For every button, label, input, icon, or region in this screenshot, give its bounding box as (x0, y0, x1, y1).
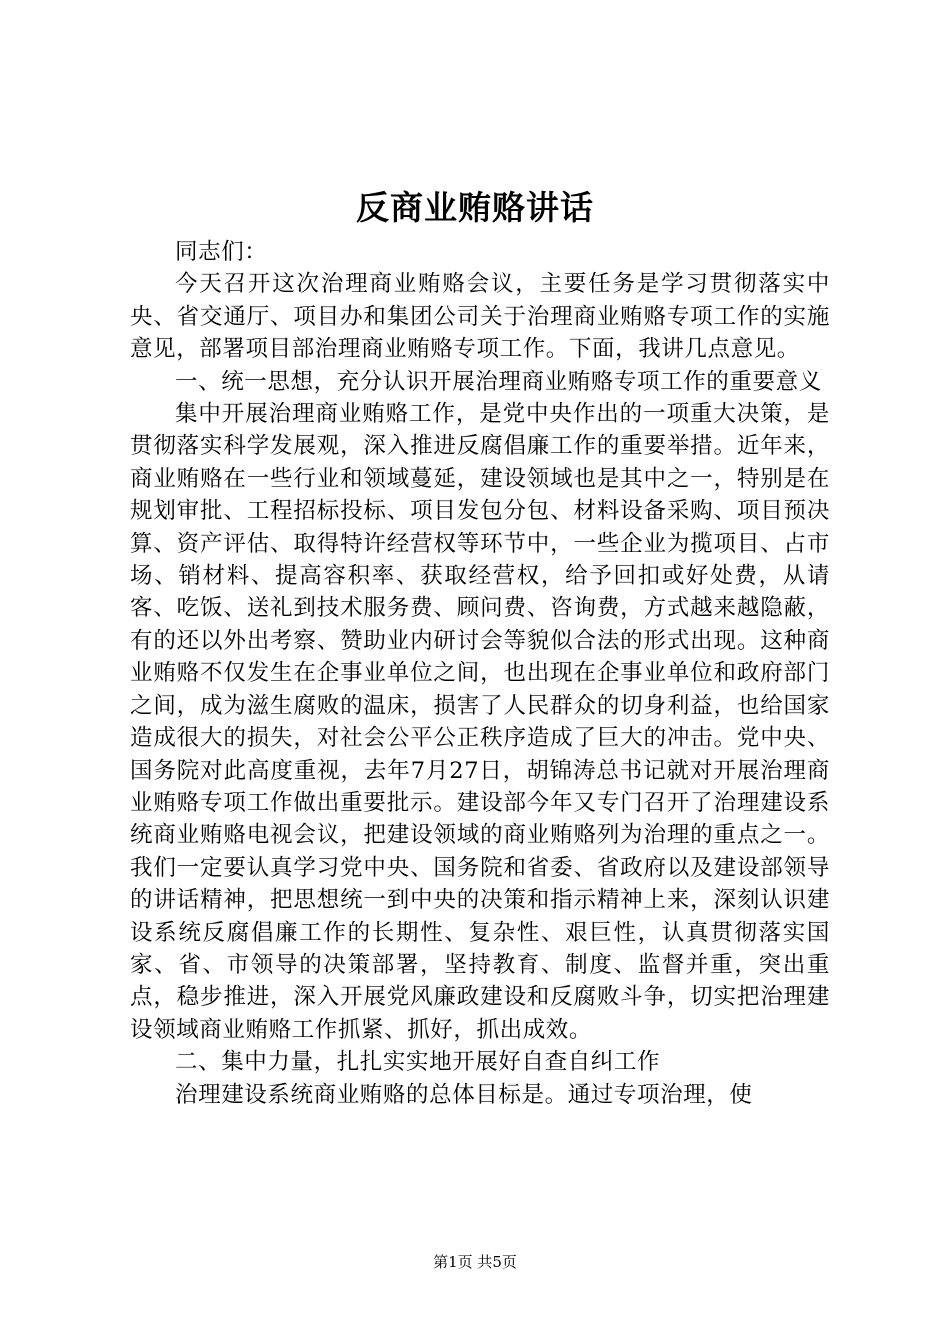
intro-paragraph: 今天召开这次治理商业贿赂会议，主要任务是学习贯彻落实中央、省交通厅、项目办和集团公司关于治理商业贿赂专项工作的实施意见，部署项目部治理商业贿赂专项工作。下面，我讲几点意见。 (130, 271, 830, 363)
document-title: 反商业贿赂讲话 (356, 188, 594, 227)
document-body (130, 236, 830, 1111)
salutation-paragraph: 同志们： (175, 239, 268, 265)
section-heading-1: 一、统一思想，充分认识开展治理商业贿赂专项工作的重要意义 (175, 368, 822, 395)
section-1-paragraph: 集中开展治理商业贿赂工作，是党中央作出的一项重大决策，是贯彻落实科学发展观，深入推进反腐倡廉工作的重要举措。近年来，商业贿赂在一些行业和领域蔓延，建设领域也是其中之一，特别是在规划审批、工程招标投标、项目发包分包、材料设备采购、项目预决算、资产评估、取得特许经营权等环节中，一些企业为揽项目、占市场、销材料、提高容积率、获取经营权，给予回扣或好处费，从请客、吃饭、送礼到技术服务费、顾问费、咨询费，方式越来越隐蔽，有的还以外出考察、赞助业内研讨会等貌似合法的形式出现。这种商业贿赂不仅发生在企事业单位之间，也出现在企事业单位和政府部门之间，成为滋生腐败的温床，损害了人民群众的切身利益，也给国家造成很大的损失，对社会公平公正秩序造成了巨大的冲击。党中央、国务院对此高度重视，去年7月27日，胡锦涛总书记就对开展治理商业贿赂专项工作做出重要批示。建设部今年又专门召开了治理建设系统商业贿赂电视会议，把建设领域的商业贿赂列为治理的重点之一。我们一定要认真学习党中央、国务院和省委、省政府以及建设部领导的讲话精神，把思想统一到中央的决策和指示精神上来，深刻认识建设系统反腐倡廉工作的长期性、复杂性、艰巨性，认真贯彻落实国家、省、市领导的决策部署，坚持教育、制度、监督并重，突出重点，稳步推进，深入开展党风廉政建设和反腐败斗争，切实把治理建设领域商业贿赂工作抓紧、抓好，抓出成效。 (130, 401, 830, 1043)
page-number-footer: 第1页 共5页 (433, 1253, 517, 1271)
section-heading-2: 二、集中力量，扎扎实实地开展好自查自纠工作 (175, 1049, 661, 1076)
section-2-paragraph: 治理建设系统商业贿赂的总体目标是。通过专项治理，使 (175, 1081, 753, 1108)
